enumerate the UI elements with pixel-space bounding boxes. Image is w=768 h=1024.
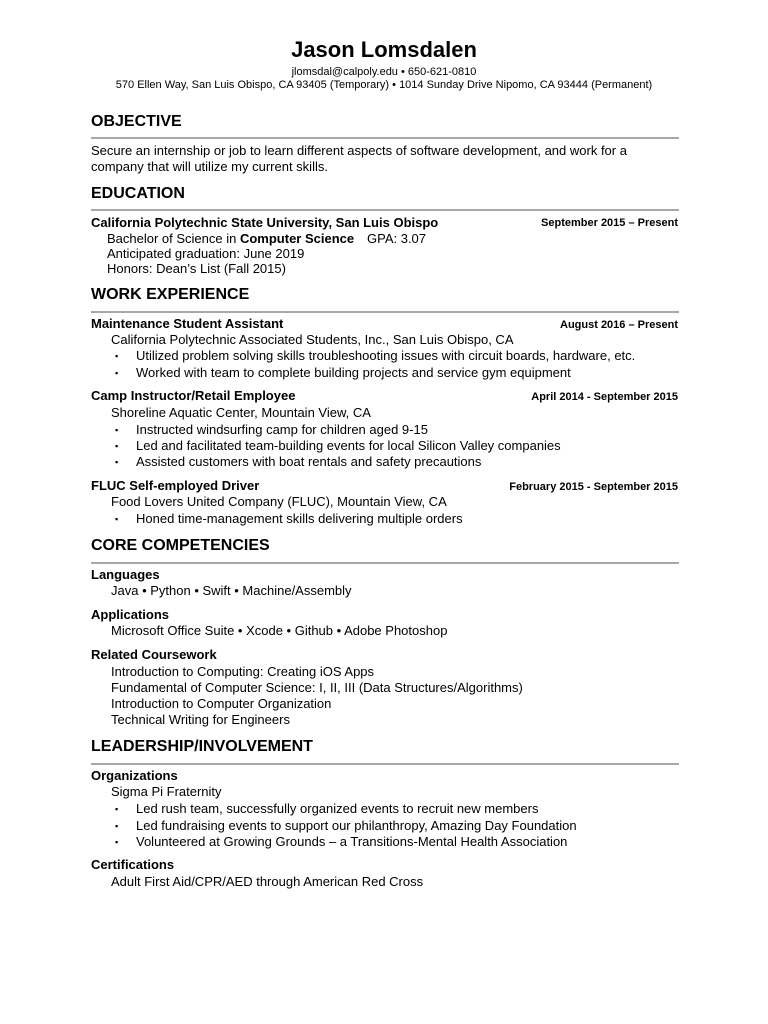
bullet-icon: ▪ bbox=[115, 425, 119, 435]
coursework-item: Technical Writing for Engineers bbox=[111, 712, 290, 727]
job-1-dates: August 2016 – Present bbox=[560, 319, 678, 331]
contact-line-email-phone: jlomsdal@calpoly.edu • 650-621-0810 bbox=[291, 66, 477, 78]
objective-divider bbox=[91, 137, 679, 139]
education-gpa: GPA: 3.07 bbox=[367, 231, 427, 246]
leadership-bullet-2: Led fundraising events to support our philanthropy, Amazing Day Foundation bbox=[136, 818, 577, 833]
job-1-role: Maintenance Student Assistant bbox=[91, 316, 284, 331]
certification-item: Adult First Aid/CPR/AED through American Red Cross bbox=[111, 874, 424, 889]
applications-list: Microsoft Office Suite • Xcode • Github • Adobe Photoshop bbox=[111, 623, 448, 638]
job-1-bullet-2: Worked with team to complete building projects and service gym equipment bbox=[136, 365, 571, 380]
bullet-icon: ▪ bbox=[115, 441, 119, 451]
leadership-bullet-3: Volunteered at Growing Grounds – a Transitions-Mental Health Association bbox=[136, 834, 568, 849]
job-2-bullet-3: Assisted customers with boat rentals and safety precautions bbox=[136, 454, 482, 469]
education-school: California Polytechnic State University, San Luis Obispo bbox=[91, 215, 439, 230]
organizations-label: Organizations bbox=[91, 768, 178, 783]
contact-line-addresses: 570 Ellen Way, San Luis Obispo, CA 93405 (Temporary) • 1014 Sunday Drive Nipomo, CA 93444 (Permanent) bbox=[115, 79, 653, 91]
work-heading: WORK EXPERIENCE bbox=[91, 286, 250, 303]
job-3-bullet-1: Honed time-management skills delivering multiple orders bbox=[136, 511, 463, 526]
bullet-icon: ▪ bbox=[115, 368, 119, 378]
job-3-role: FLUC Self-employed Driver bbox=[91, 478, 260, 493]
competencies-heading: CORE COMPETENCIES bbox=[91, 537, 270, 554]
bullet-icon: ▪ bbox=[115, 351, 119, 361]
languages-label: Languages bbox=[91, 567, 160, 582]
coursework-item: Introduction to Computing: Creating iOS Apps bbox=[111, 664, 375, 679]
job-3-dates: February 2015 - September 2015 bbox=[509, 481, 678, 493]
bullet-icon: ▪ bbox=[115, 457, 119, 467]
education-honors: Honors: Dean’s List (Fall 2015) bbox=[107, 261, 286, 276]
education-divider bbox=[91, 209, 679, 211]
coursework-label: Related Coursework bbox=[91, 647, 217, 662]
job-1-org: California Polytechnic Associated Students, Inc., San Luis Obispo, CA bbox=[111, 332, 514, 347]
languages-list: Java • Python • Swift • Machine/Assembly bbox=[111, 583, 352, 598]
education-dates: September 2015 – Present bbox=[541, 217, 678, 229]
leadership-divider bbox=[91, 763, 679, 765]
degree-prefix: Bachelor of Science in bbox=[107, 231, 240, 246]
applications-label: Applications bbox=[91, 607, 170, 622]
education-graduation: Anticipated graduation: June 2019 bbox=[107, 246, 305, 261]
coursework-item: Introduction to Computer Organization bbox=[111, 696, 332, 711]
leadership-heading: LEADERSHIP/INVOLVEMENT bbox=[91, 738, 313, 755]
education-heading: EDUCATION bbox=[91, 185, 185, 202]
job-1-bullet-1: Utilized problem solving skills troubleshooting issues with circuit boards, hardware, etc. bbox=[136, 348, 636, 363]
organization-name: Sigma Pi Fraternity bbox=[111, 784, 222, 799]
job-2-org: Shoreline Aquatic Center, Mountain View, CA bbox=[111, 405, 371, 420]
work-divider bbox=[91, 311, 679, 313]
objective-heading: OBJECTIVE bbox=[91, 113, 182, 130]
bullet-icon: ▪ bbox=[115, 804, 119, 814]
job-2-role: Camp Instructor/Retail Employee bbox=[91, 388, 296, 403]
coursework-item: Fundamental of Computer Science: I, II, III (Data Structures/Algorithms) bbox=[111, 680, 523, 695]
objective-line-2: company that will utilize my current skills. bbox=[91, 159, 328, 174]
bullet-icon: ▪ bbox=[115, 514, 119, 524]
certifications-label: Certifications bbox=[91, 857, 175, 872]
job-2-bullet-2: Led and facilitated team-building events for local Silicon Valley companies bbox=[136, 438, 561, 453]
candidate-name: Jason Lomsdalen bbox=[291, 37, 477, 62]
education-degree bbox=[107, 231, 354, 247]
job-2-bullet-1: Instructed windsurfing camp for children aged 9-15 bbox=[136, 422, 428, 437]
bullet-icon: ▪ bbox=[115, 821, 119, 831]
degree-major: Computer Science bbox=[239, 231, 355, 246]
competencies-divider bbox=[91, 562, 679, 564]
objective-line-1: Secure an internship or job to learn different aspects of software development, and work for a bbox=[91, 143, 627, 158]
leadership-bullet-1: Led rush team, successfully organized events to recruit new members bbox=[136, 801, 539, 816]
job-3-org: Food Lovers United Company (FLUC), Mountain View, CA bbox=[111, 494, 447, 509]
bullet-icon: ▪ bbox=[115, 837, 119, 847]
job-2-dates: April 2014 - September 2015 bbox=[531, 391, 678, 403]
